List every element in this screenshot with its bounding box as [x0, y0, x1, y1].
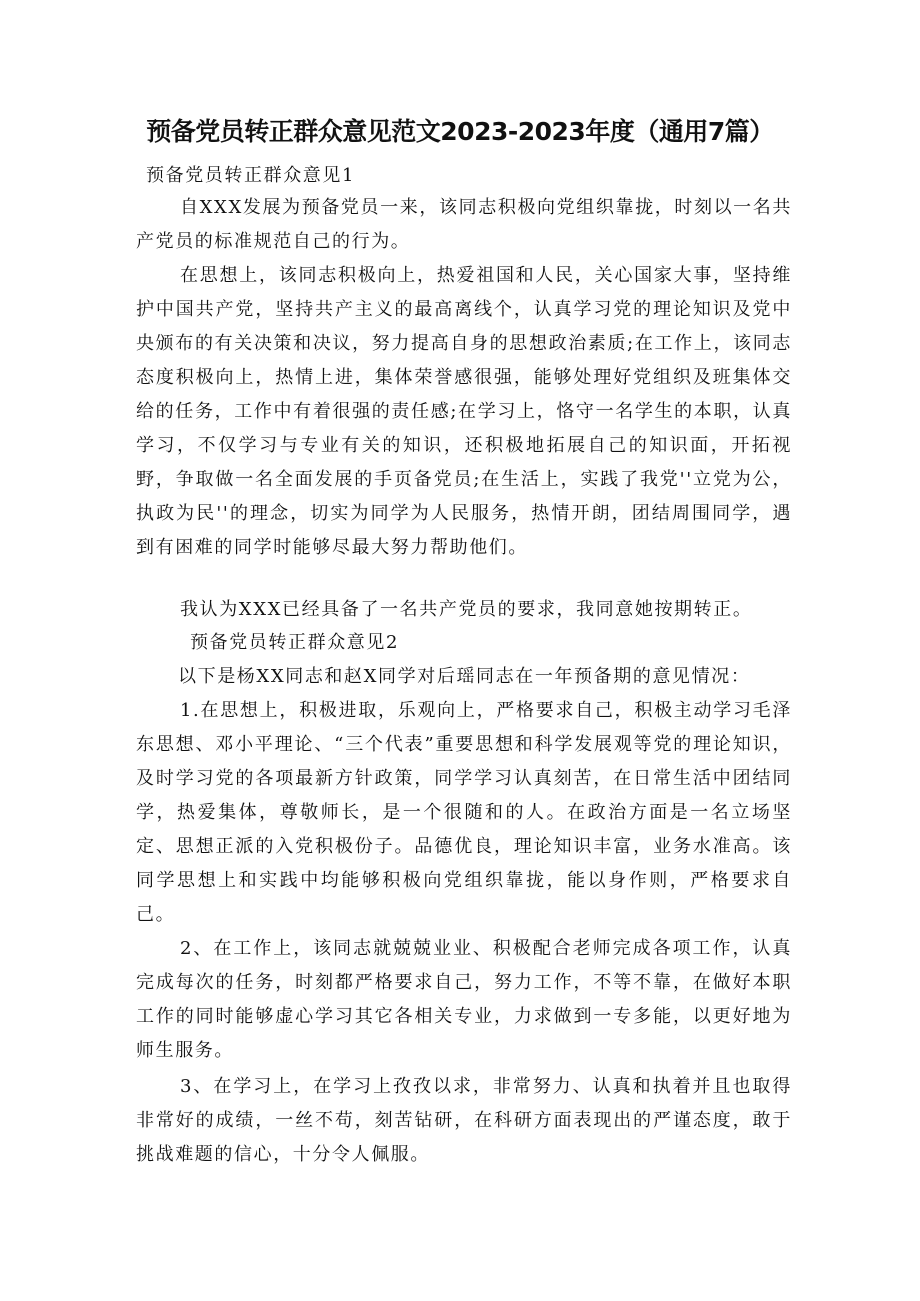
- document-title: 预备党员转正群众意见范文2023-2023年度（通用7篇）: [146, 117, 774, 146]
- paragraph: 自XXX发展为预备党员一来，该同志积极向党组织靠拢，时刻以一名共产党员的标准规范自己的行为。: [136, 197, 792, 252]
- paragraph: 2、在工作上，该同志就兢兢业业、积极配合老师完成各项工作，认真完成每次的任务，时刻都严格要求自己，努力工作，不等不靠，在做好本职工作的同时能够虚心学习其它各相关专业，力求做到一专多能，以更好地为师生服务。: [136, 938, 792, 1061]
- paragraph: 1.在思想上，积极进取，乐观向上，严格要求自己，积极主动学习毛泽东思想、邓小平理论、“三个代表”重要思想和科学发展观等党的理论知识，及时学习党的各项最新方针政策，同学学习认真刻苦，在日常生活中团结同学，热爱集体，尊敬师长，是一个很随和的人。在政治方面是一名立场坚定、思想正派的入党积极份子。品德优良，理论知识丰富，业务水准高。该同学思想上和实践中均能够积极向党组织靠拢，能以身作则，严格要求自己。: [136, 700, 792, 925]
- paragraph: 3、在学习上，在学习上孜孜以求，非常努力、认真和执着并且也取得非常好的成绩，一丝不苟，刻苦钻研，在科研方面表现出的严谨态度，敢于挑战难题的信心，十分令人佩服。: [136, 1076, 792, 1165]
- section-heading: 预备党员转正群众意见1: [146, 165, 356, 186]
- paragraph: 在思想上，该同志积极向上，热爱祖国和人民，关心国家大事，坚持维护中国共产党，坚持共产主义的最高离线个，认真学习党的理论知识及党中央颁布的有关决策和决议，努力提高自身的思想政治素质;在工作上，该同志态度积极向上，热情上进，集体荣誉感很强，能够处理好党组织及班集体交给的任务，工作中有着很强的责任感;在学习上，恪守一名学生的本职，认真学习，不仅学习与专业有关的知识，还积极地拓展自己的知识面，开拓视野，争取做一名全面发展的手页备党员;在生活上，实践了我党''立党为公，执政为民''的理念，切实为同学为人民服务，热情开朗，团结周围同学，遇到有困难的同学时能够尽最大努力帮助他们。: [136, 265, 792, 558]
- paragraph: 以下是杨XX同志和赵X同学对后瑶同志在一年预备期的意见情况：: [178, 666, 751, 687]
- section-heading: 预备党员转正群众意见2: [190, 632, 400, 653]
- paragraph: 我认为XXX已经具备了一名共产党员的要求，我同意她按期转正。: [180, 599, 753, 620]
